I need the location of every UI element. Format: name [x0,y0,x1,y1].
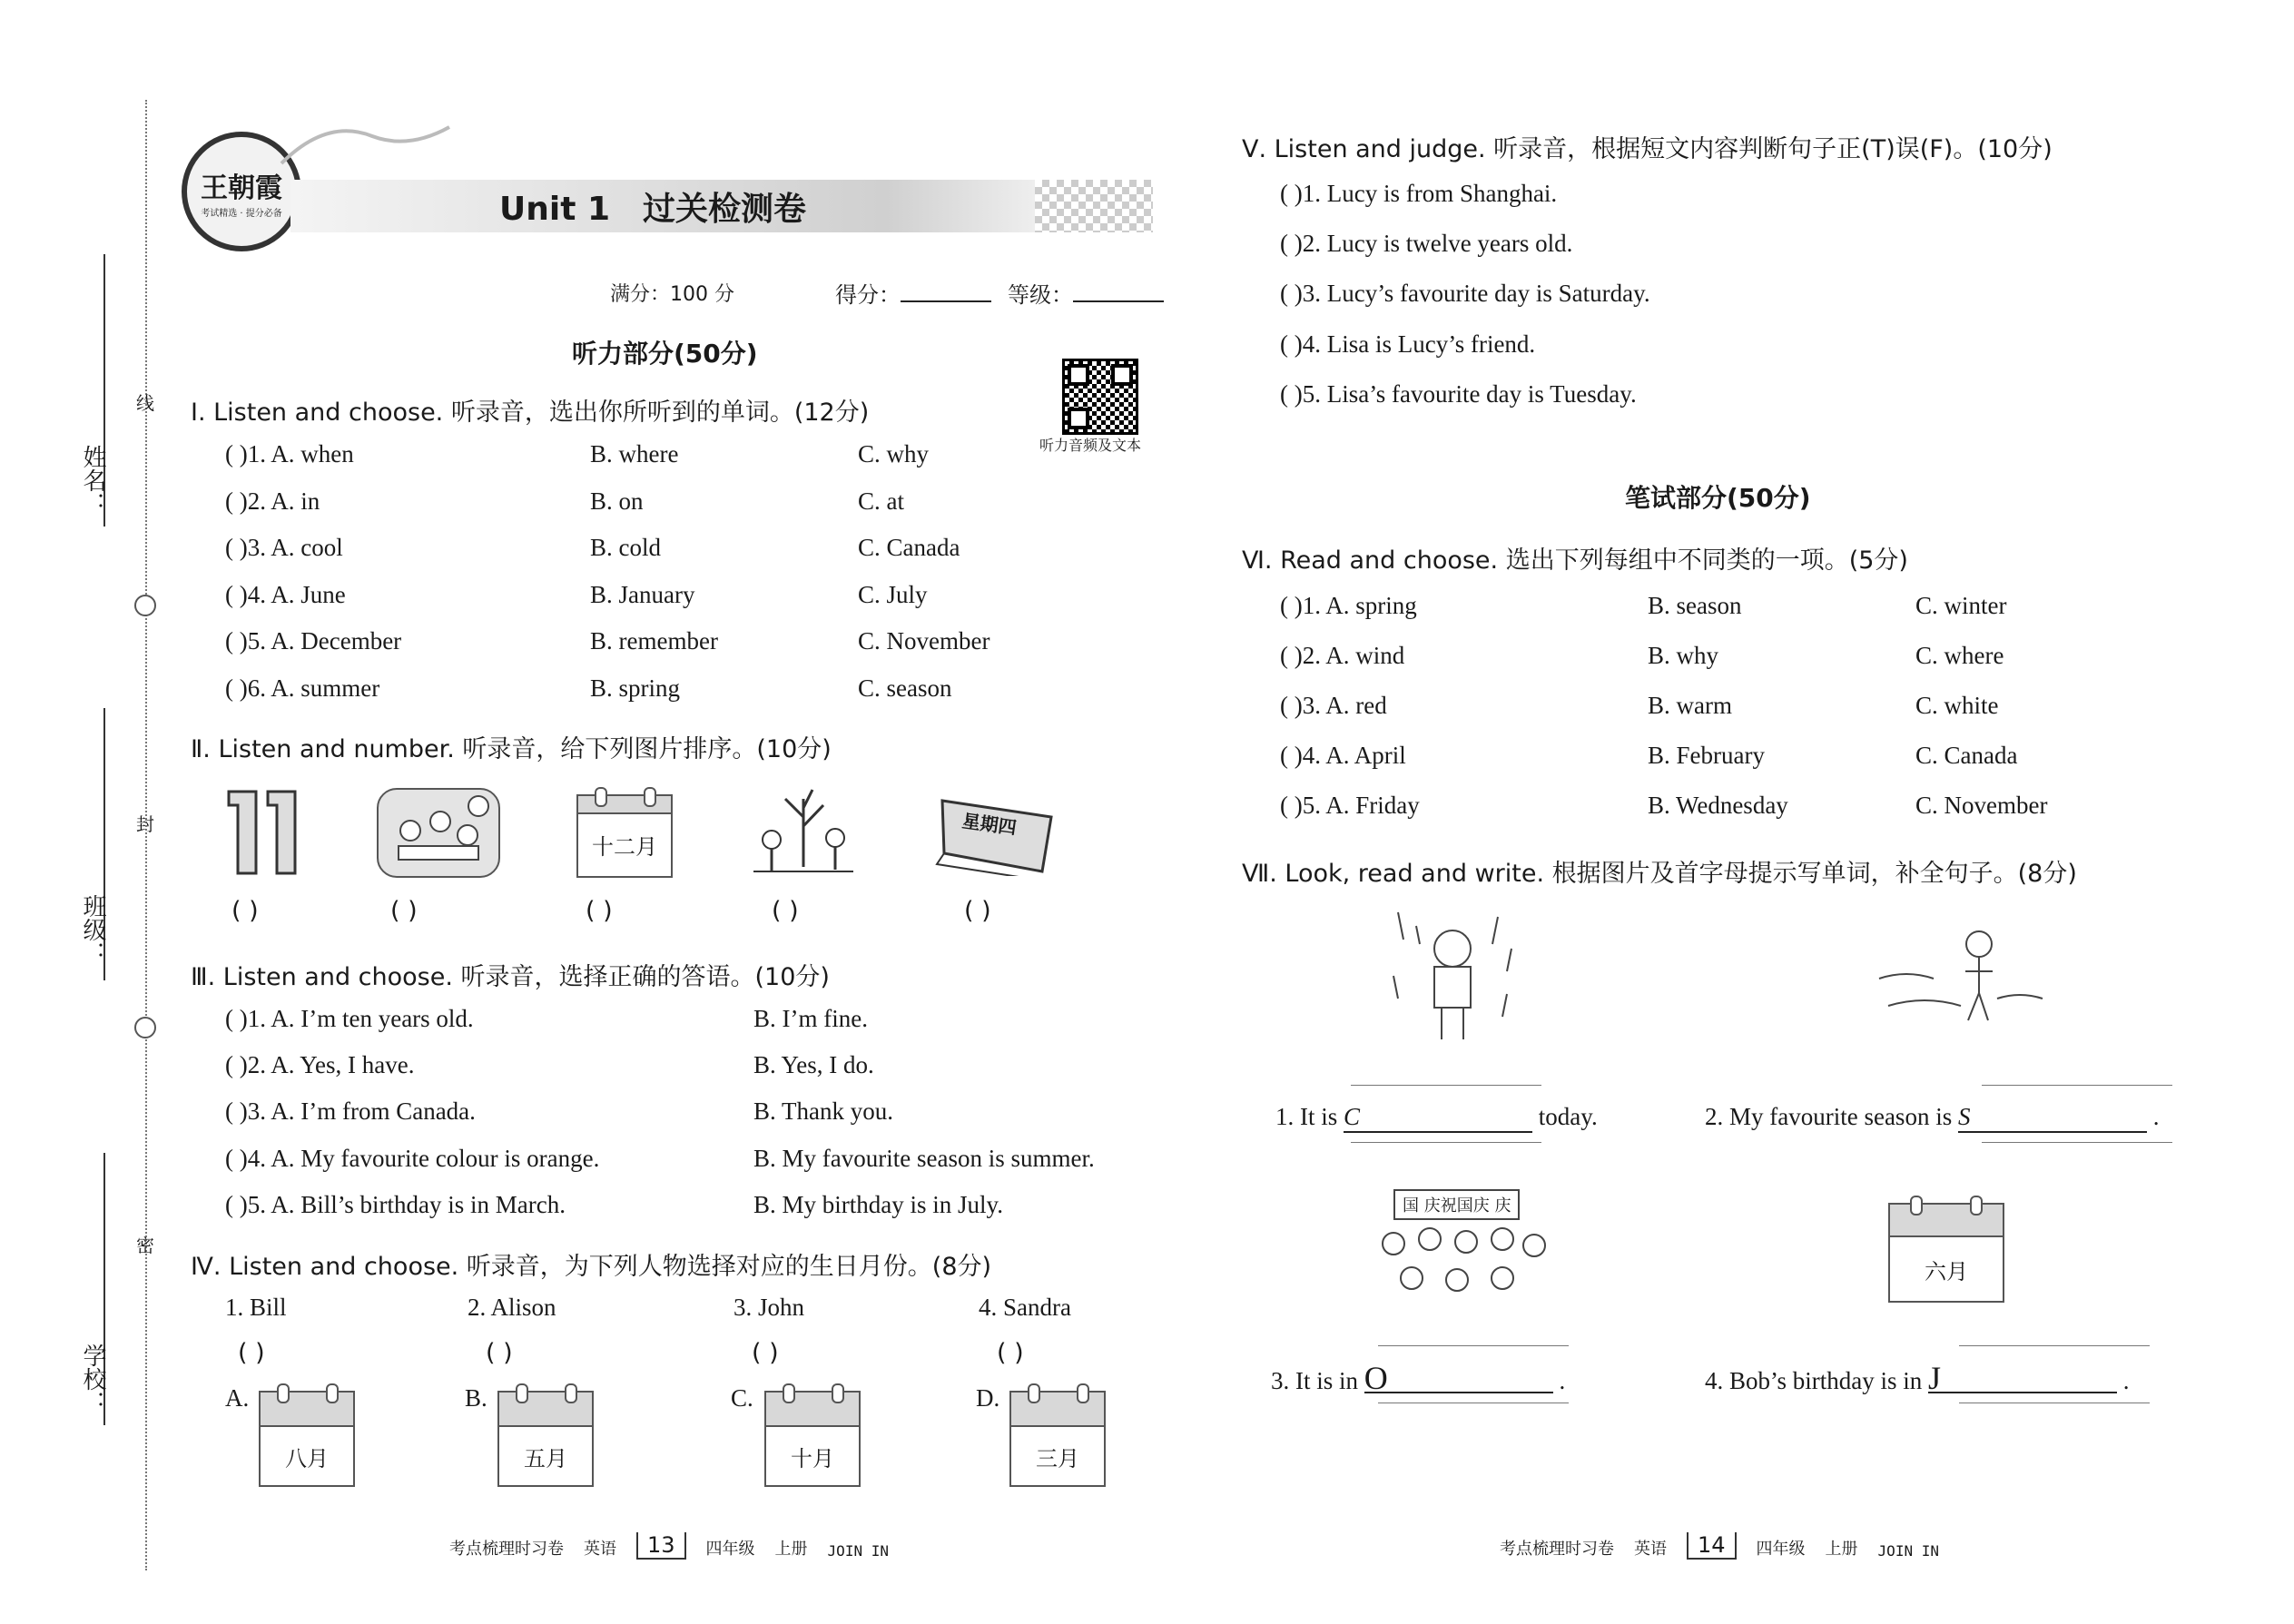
s4-option-c-letter: C. [731,1384,753,1412]
footer-left-page: 13 [636,1532,686,1560]
s3-q1-b: B. I’m fine. [753,1005,868,1032]
s4-answer-3[interactable]: ( ) [752,1339,779,1367]
s1-q5-b: B. remember [590,627,718,655]
section-7-title: Ⅶ. Look, read and write. 根据图片及首字母提示写单词，补全句子。(8分) [1242,860,2077,888]
s1-q5-a: ( )5. A. December [225,627,402,655]
s3-q4-b: B. My favourite season is summer. [753,1145,1095,1172]
s7-q3 [1271,1360,1566,1396]
s6-q4-a: ( )4. A. April [1280,742,1406,769]
q4-guide-top [1959,1345,2150,1346]
section-4-title: Ⅳ. Listen and choose. 听录音，为下列人物选择对应的生日月份。(8分) [191,1253,992,1281]
s4-option-b-letter: B. [465,1384,487,1412]
s5-q3: ( )3. Lucy’s favourite day is Saturday. [1280,280,1650,307]
section-3-title: Ⅲ. Listen and choose. 听录音，选择正确的答语。(10分) [191,963,830,991]
s3-q5-b: B. My birthday is in July. [753,1191,1004,1218]
q1-guide-bottom [1351,1142,1541,1143]
s1-q1-c: C. why [858,440,930,468]
name-label: 姓名： [79,445,106,516]
s7-q4-post: . [2122,1367,2130,1394]
full-score: 满分：100 分 [610,283,734,306]
s2-answer-2[interactable]: ( ) [390,897,418,925]
s2-answer-3[interactable]: ( ) [586,897,613,925]
footer-left-grade: 四年级 [705,1540,755,1558]
s7-q4-pre: 4. Bob’s birthday is in [1705,1367,1923,1394]
s3-q1-a: ( )1. A. I’m ten years old. [225,1005,474,1032]
s1-q3-a: ( )3. A. cool [225,534,343,561]
picture-tree-planting [749,776,858,880]
s3-q2-b: B. Yes, I do. [753,1051,874,1078]
grade-field[interactable] [1008,277,1164,309]
brand-logo-text: 王朝霞 [201,172,282,204]
s1-q4-a: ( )4. A. June [225,581,346,608]
s5-q5: ( )5. Lisa’s favourite day is Tuesday. [1280,380,1637,408]
qr-caption: 听力音频及文本 [1039,437,1142,454]
s1-q3-c: C. Canada [858,534,960,561]
s1-q3-b: B. cold [590,534,661,561]
s6-q2-b: B. why [1648,642,1719,669]
s6-q3-a: ( )3. A. red [1280,692,1387,719]
s4-answer-4[interactable]: ( ) [997,1339,1024,1367]
footer-left [449,1532,889,1560]
s1-q2-c: C. at [858,487,904,515]
s7-q2-hint: S [1957,1103,1971,1130]
s1-q1-a: ( )1. A. when [225,440,354,468]
q2-guide-bottom [1982,1142,2172,1143]
s7-q1-blank[interactable] [1344,1103,1532,1133]
s3-q3-b: B. Thank you. [753,1097,893,1125]
s7-q3-blank[interactable] [1364,1360,1553,1396]
q3-guide-top [1378,1345,1569,1346]
s6-q1-c: C. winter [1915,592,2007,619]
s6-q4-b: B. February [1648,742,1765,769]
picture-calendar-june [1888,1203,2004,1303]
picture-national-day [1366,1189,1557,1307]
s7-q1-hint: C [1344,1103,1361,1130]
written-title: 笔试部分(50分) [1625,483,1811,513]
s1-q5-c: C. November [858,627,990,655]
s2-answer-5[interactable]: ( ) [964,897,991,925]
s6-q5-b: B. Wednesday [1648,792,1788,819]
s7-q2-blank[interactable] [1958,1103,2147,1133]
title-bar-checker [1035,180,1153,232]
seal-char-3: 密 [136,1235,154,1256]
footer-right-term: 上册 [1825,1540,1858,1558]
s1-q4-b: B. January [590,581,695,608]
s3-q4-a: ( )4. A. My favourite colour is orange. [225,1145,600,1172]
grade-label: 等级： [1008,282,1073,308]
s4-answer-2[interactable]: ( ) [486,1339,513,1367]
s7-q4-hint: J [1928,1360,1942,1396]
s6-q1-a: ( )1. A. spring [1280,592,1417,619]
s4-option-a-calendar [259,1391,355,1487]
footer-left-edition: JOIN IN [827,1542,889,1560]
s2-answer-4[interactable]: ( ) [772,897,799,925]
q2-guide-top [1982,1085,2172,1086]
s7-q1-pre: 1. It is [1275,1103,1338,1130]
score-blank[interactable] [901,300,991,302]
s1-q4-c: C. July [858,581,928,608]
picture-beach-boy [1870,915,2052,1037]
footer-right-grade: 四年级 [1756,1540,1806,1558]
picture-calendar-december [576,794,673,878]
s4-option-c-month: 十月 [791,1445,834,1471]
national-day-banner: 国 庆祝国庆 庆 [1393,1189,1520,1220]
s4-person-4: 4. Sandra [979,1294,1071,1321]
s1-q6-b: B. spring [590,674,681,702]
binding-hole-1 [134,595,156,616]
s7-q3-pre: 3. It is in [1271,1367,1359,1394]
s4-option-b-calendar [497,1391,594,1487]
calendar-june-text: 六月 [1925,1258,1968,1284]
class-label: 班级： [79,894,106,965]
s6-q4-c: C. Canada [1915,742,2018,769]
section-6-title: Ⅵ. Read and choose. 选出下列每组中不同类的一项。(5分) [1242,546,1908,575]
picture-cold-boy [1380,903,1525,1052]
s7-q1-post: today. [1538,1103,1598,1130]
school-label: 学校： [79,1343,106,1414]
s5-q2: ( )2. Lucy is twelve years old. [1280,230,1573,257]
s7-q3-hint: O [1364,1360,1388,1396]
s7-q3-post: . [1559,1367,1566,1394]
s4-option-d-calendar [1009,1391,1106,1487]
s3-q5-a: ( )5. A. Bill’s birthday is in March. [225,1191,566,1218]
seal-char-1: 线 [136,392,154,414]
s4-option-a-month: 八月 [285,1445,329,1471]
ribbon-decoration [272,109,454,182]
s1-q1-b: B. where [590,440,679,468]
s7-q2 [1705,1103,2159,1133]
footer-right-subject: 英语 [1634,1540,1667,1558]
calendar-december-text: 十二月 [592,833,657,860]
section-2-title: Ⅱ. Listen and number. 听录音，给下列图片排序。(10分) [191,735,832,763]
score-label: 得分： [835,282,901,308]
s4-option-d-letter: D. [976,1384,1000,1412]
s4-person-1: 1. Bill [225,1294,287,1321]
qr-code[interactable] [1062,359,1138,435]
s6-q5-c: C. November [1915,792,2048,819]
s1-q6-a: ( )6. A. summer [225,674,380,702]
desk-calendar-text: 星期四 [960,809,1019,840]
page-title: Unit 1 过关检测卷 [499,191,806,228]
score-field[interactable] [835,277,991,309]
s4-option-c-calendar [764,1391,861,1487]
s6-q5-a: ( )5. A. Friday [1280,792,1420,819]
footer-right-edition: JOIN IN [1877,1542,1939,1560]
footer-left-series: 考点梳理时习卷 [449,1540,564,1558]
s5-q1: ( )1. Lucy is from Shanghai. [1280,180,1558,207]
s6-q3-b: B. warm [1648,692,1732,719]
binding-hole-2 [134,1017,156,1038]
s4-option-d-month: 三月 [1036,1445,1079,1471]
picture-number-11 [218,782,309,886]
s1-q6-c: C. season [858,674,952,702]
footer-right-series: 考点梳理时习卷 [1500,1540,1614,1558]
s3-q3-a: ( )3. A. I’m from Canada. [225,1097,476,1125]
picture-family-dinner [377,788,500,878]
s4-option-b-month: 五月 [524,1445,567,1471]
s7-q2-post: . [2152,1103,2160,1130]
s2-answer-1[interactable]: ( ) [231,897,259,925]
q1-guide-top [1351,1085,1541,1086]
listening-title: 听力部分(50分) [572,339,758,369]
grade-blank[interactable] [1073,300,1164,302]
s7-q1 [1275,1103,1598,1133]
s4-person-3: 3. John [733,1294,805,1321]
s6-q1-b: B. season [1648,592,1742,619]
s5-q4: ( )4. Lisa is Lucy’s friend. [1280,330,1536,358]
s4-person-2: 2. Alison [468,1294,556,1321]
footer-right-page: 14 [1687,1532,1737,1560]
s1-q2-a: ( )2. A. in [225,487,320,515]
s6-q3-c: C. white [1915,692,1999,719]
s7-q4-blank[interactable] [1928,1360,2117,1396]
picture-desk-calendar [935,790,1062,880]
section-1-title: Ⅰ. Listen and choose. 听录音，选出你所听到的单词。(12分) [191,399,870,427]
s4-option-a-letter: A. [225,1384,250,1412]
seal-char-2: 封 [136,813,154,835]
section-5-title: Ⅴ. Listen and judge. 听录音，根据短文内容判断句子正(T)误(F)。(10分) [1242,135,2053,163]
s6-q2-a: ( )2. A. wind [1280,642,1405,669]
s3-q2-a: ( )2. A. Yes, I have. [225,1051,415,1078]
brand-logo-caption: 考试精选 · 提分必备 [201,208,282,219]
s7-q2-pre: 2. My favourite season is [1705,1103,1953,1130]
footer-left-subject: 英语 [584,1540,616,1558]
footer-right [1500,1532,1939,1560]
s1-q2-b: B. on [590,487,644,515]
footer-left-term: 上册 [774,1540,808,1558]
s4-answer-1[interactable]: ( ) [238,1339,265,1367]
s7-q4 [1705,1360,2130,1396]
s6-q2-c: C. where [1915,642,2004,669]
